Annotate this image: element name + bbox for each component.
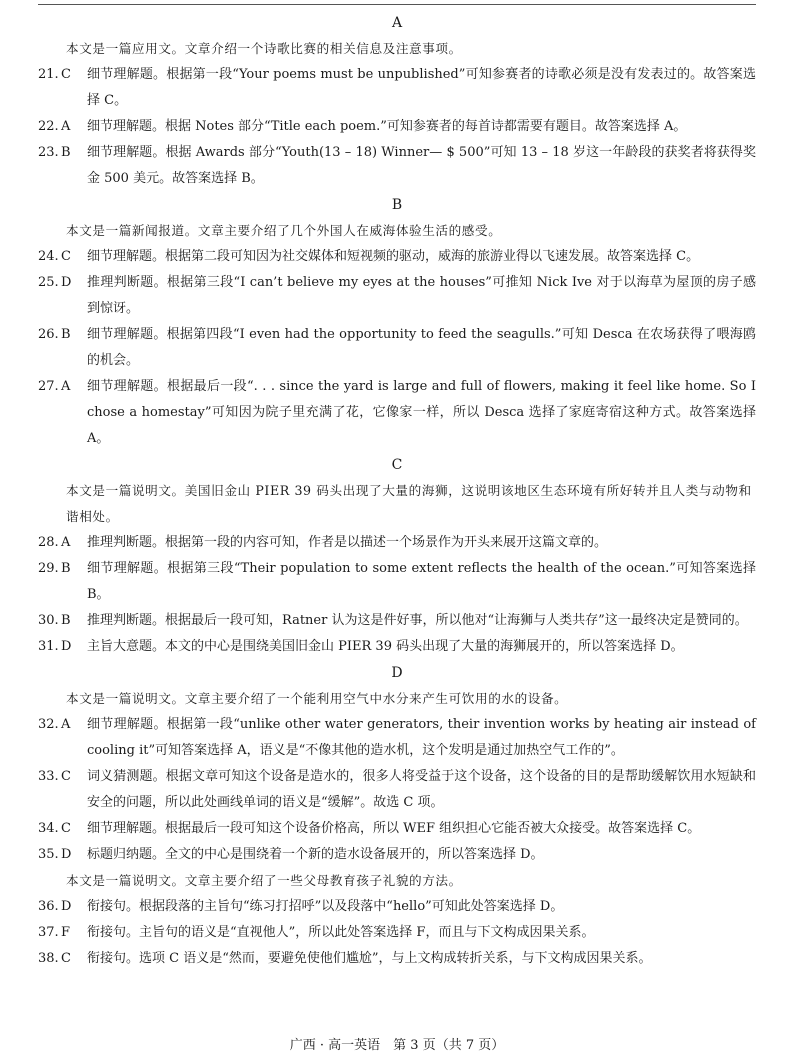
- question-number: 27.: [38, 379, 59, 394]
- answer-item-22: [38, 114, 756, 140]
- question-number: 21.: [38, 67, 59, 82]
- explanation-text: 主旨大意题。本文的中心是围绕美国旧金山 PIER 39 码头出现了大量的海狮展开的，所以答案选择 D。: [87, 639, 684, 654]
- answer-letter: B: [61, 613, 71, 628]
- answer-letter: B: [61, 327, 71, 342]
- question-number: 28.: [38, 535, 59, 550]
- explanation-text: 细节理解题。根据最后一段可知这个设备价格高，所以 WEF 组织担心它能否被大众接受。故答案选择 C。: [87, 821, 701, 836]
- answer-letter: C: [61, 821, 71, 836]
- answer-letter: B: [61, 561, 71, 576]
- question-number: 23.: [38, 145, 59, 160]
- explanation-text: 衔接句。主旨句的语义是“直视他人”，所以此处答案选择 F，而且与下文构成因果关系。: [87, 925, 595, 940]
- answer-key-page: [38, 10, 756, 972]
- answer-letter: B: [61, 145, 71, 160]
- answer-letter: D: [61, 639, 72, 654]
- answer-item-37: [38, 920, 756, 946]
- question-number: 30.: [38, 613, 59, 628]
- question-number: 25.: [38, 275, 59, 290]
- section-e-intro: 本文是一篇说明文。文章主要介绍了一些父母教育孩子礼貌的方法。: [66, 873, 462, 888]
- answer-letter: A: [61, 119, 71, 134]
- section-label-a: A: [391, 15, 403, 31]
- answer-letter: C: [61, 67, 71, 82]
- explanation-text: 细节理解题。根据第一段“Your poems must be unpublished”可知参赛者的诗歌必须是没有发表过的。故答案选择 C。: [87, 67, 756, 108]
- answer-item-38: [38, 946, 756, 972]
- question-number: 37.: [38, 925, 59, 940]
- answer-item-25: [38, 270, 756, 322]
- answer-letter: C: [61, 769, 71, 784]
- answer-letter: F: [61, 925, 71, 940]
- top-border-line: [38, 4, 756, 5]
- answer-item-27: [38, 374, 756, 452]
- answer-letter: A: [61, 379, 71, 394]
- section-label-c: C: [391, 457, 403, 473]
- explanation-text: 细节理解题。根据 Notes 部分“Title each poem.”可知参赛者的每首诗都需要有题目。故答案选择 A。: [87, 119, 687, 134]
- answer-item-24: [38, 244, 756, 270]
- section-b-intro: 本文是一篇新闻报道。文章主要介绍了几个外国人在威海体验生活的感受。: [66, 223, 502, 238]
- answer-item-36: [38, 894, 756, 920]
- question-number: 29.: [38, 561, 59, 576]
- answer-item-28: [38, 530, 756, 556]
- section-a-intro: 本文是一篇应用文。文章介绍一个诗歌比赛的相关信息及注意事项。: [66, 41, 462, 56]
- explanation-text: 推理判断题。根据第三段“I can’t believe my eyes at the houses”可推知 Nick Ive 对于以海草为屋顶的房子感到惊讶。: [87, 275, 756, 316]
- question-number: 34.: [38, 821, 59, 836]
- answer-item-30: [38, 608, 756, 634]
- explanation-text: 细节理解题。根据第一段“unlike other water generators, their invention works by heating air instead of cooling it”可知答案选择 A，语义是“不像其他的造水机，这个发明是通过加热空气工作的”。: [87, 717, 756, 758]
- question-number: 36.: [38, 899, 59, 914]
- section-d-intro: 本文是一篇说明文。文章主要介绍了一个能利用空气中水分来产生可饮用的水的设备。: [66, 691, 568, 706]
- answer-item-23: [38, 140, 756, 192]
- explanation-text: 细节理解题。根据第四段“I even had the opportunity to feed the seagulls.”可知 Desca 在农场获得了喂海鸥的机会。: [87, 327, 756, 368]
- answer-letter: D: [61, 899, 72, 914]
- explanation-text: 细节理解题。根据最后一段“. . . since the yard is large and full of flowers, making it feel like home. So I chose a homestay”可知因为院子里充满了花，它像家一样，所以 Desca 选择了家庭寄宿这种方式。故答案选择 A。: [87, 379, 756, 446]
- answer-letter: C: [61, 249, 71, 264]
- answer-item-35: [38, 842, 756, 868]
- section-c-intro: 本文是一篇说明文。美国旧金山 PIER 39 码头出现了大量的海狮，这说明该地区生态环境有所好转并且人类与动物和谐相处。: [66, 483, 752, 524]
- answer-item-34: [38, 816, 756, 842]
- question-number: 26.: [38, 327, 59, 342]
- section-label-d: D: [391, 665, 403, 681]
- answer-item-31: [38, 634, 756, 660]
- section-label-b: B: [391, 197, 403, 213]
- answer-item-32: [38, 712, 756, 764]
- explanation-text: 衔接句。选项 C 语义是“然而，要避免使他们尴尬”，与上文构成转折关系，与下文构成因果关系。: [87, 951, 652, 966]
- explanation-text: 推理判断题。根据第一段的内容可知，作者是以描述一个场景作为开头来展开这篇文章的。: [87, 535, 608, 550]
- answer-letter: D: [61, 275, 72, 290]
- answer-item-26: [38, 322, 756, 374]
- question-number: 22.: [38, 119, 59, 134]
- answer-item-33: [38, 764, 756, 816]
- explanation-text: 标题归纳题。全文的中心是围绕着一个新的造水设备展开的，所以答案选择 D。: [87, 847, 544, 862]
- question-number: 31.: [38, 639, 59, 654]
- explanation-text: 衔接句。根据段落的主旨句“练习打招呼”以及段落中“hello”可知此处答案选择 D。: [87, 899, 564, 914]
- question-number: 24.: [38, 249, 59, 264]
- explanation-text: 词义猜测题。根据文章可知这个设备是造水的，很多人将受益于这个设备，这个设备的目的是帮助缓解饮用水短缺和安全的问题，所以此处画线单词的语义是“缓解”。故选 C 项。: [87, 769, 756, 810]
- explanation-text: 细节理解题。根据第二段可知因为社交媒体和短视频的驱动，威海的旅游业得以飞速发展。故答案选择 C。: [87, 249, 700, 264]
- answer-item-29: [38, 556, 756, 608]
- question-number: 32.: [38, 717, 59, 732]
- answer-letter: D: [61, 847, 72, 862]
- answer-letter: A: [61, 535, 71, 550]
- explanation-text: 细节理解题。根据第三段“Their population to some extent reflects the health of the ocean.”可知答案选择 B。: [87, 561, 756, 602]
- explanation-text: 推理判断题。根据最后一段可知，Ratner 认为这是件好事，所以他对“让海狮与人类共存”这一最终决定是赞同的。: [87, 613, 748, 628]
- question-number: 38.: [38, 951, 59, 966]
- answer-letter: A: [61, 717, 71, 732]
- question-number: 35.: [38, 847, 59, 862]
- answer-letter: C: [61, 951, 71, 966]
- question-number: 33.: [38, 769, 59, 784]
- page-footer: 广西 · 高一英语 第 3 页（共 7 页）: [289, 1038, 505, 1053]
- answer-item-21: [38, 62, 756, 114]
- explanation-text: 细节理解题。根据 Awards 部分“Youth(13 – 18) Winner— $ 500”可知 13 – 18 岁这一年龄段的获奖者将获得奖金 500 美元。故答案选择 B。: [87, 145, 756, 186]
